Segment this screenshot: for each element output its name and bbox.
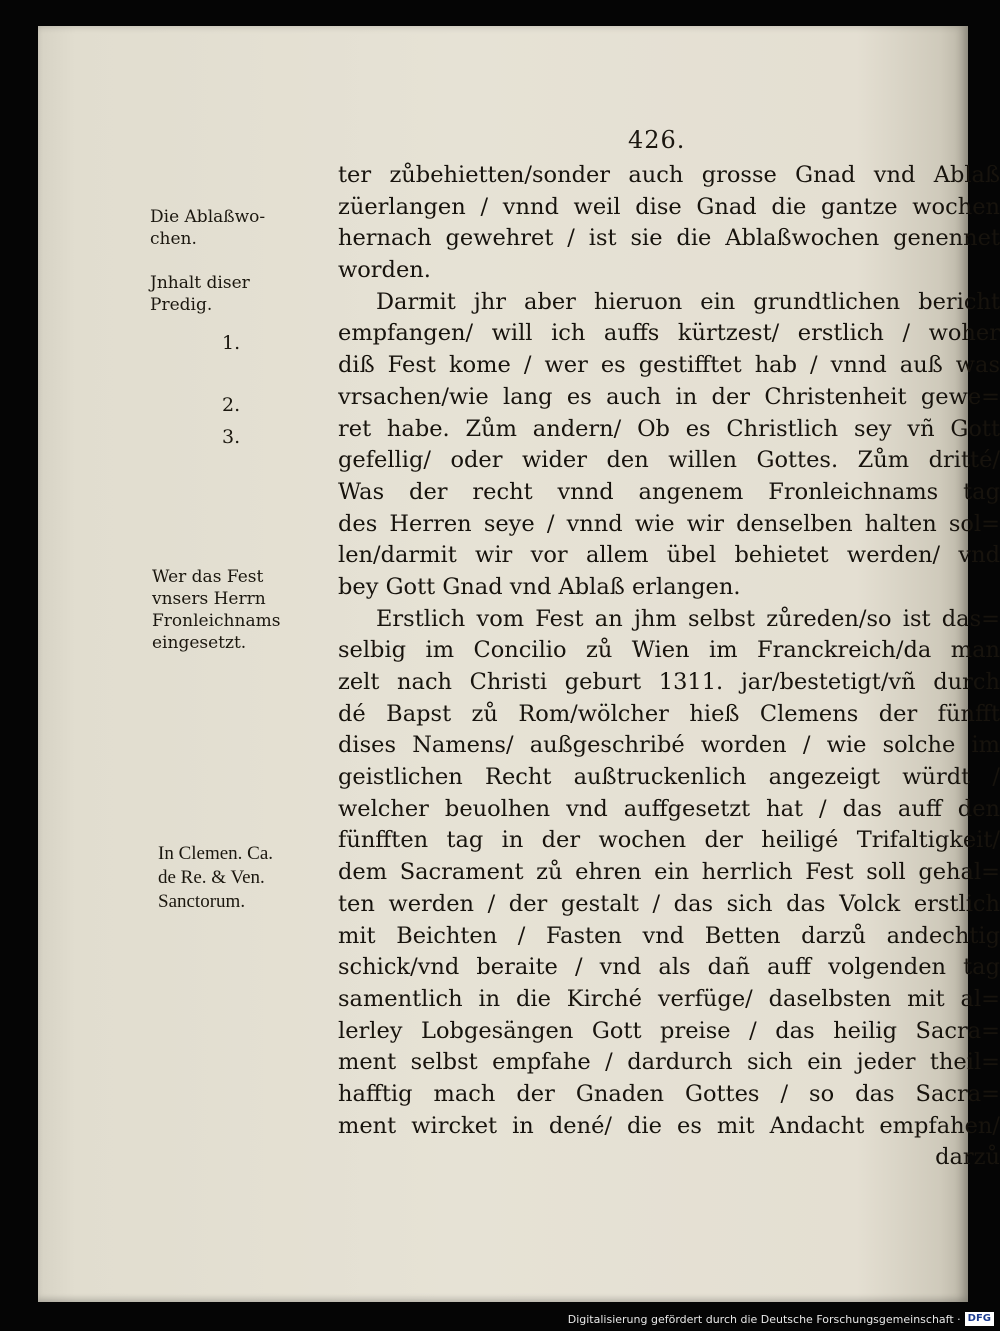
footer-text: Digitalisierung gefördert durch die Deutsche Forschungsgemeinschaft · [567, 1312, 961, 1326]
text-line: dises Namens/ außgeschribé worden / wie solche im [338, 732, 1000, 759]
margin-note-line: vnsers Herrn [152, 589, 266, 609]
book-page [38, 26, 1000, 1302]
text-line: dem Sacrament zů ehren ein herrlich Fest soll gehal= [338, 859, 1000, 886]
text-line: gefellig/ oder wider den willen Gottes. Zům dritté/ [338, 447, 1000, 474]
text-line: worden. [338, 257, 431, 284]
margin-note-line: Fronleichnams [152, 611, 281, 631]
footer-credit [567, 1310, 994, 1328]
text-line: zelt nach Christi geburt 1311. jar/bestetigt/vñ durch [338, 669, 1000, 695]
text-line: dé Bapst zů Rom/wölcher hieß Clemens der fünfft [338, 700, 1000, 727]
text-line: diß Fest kome / wer es gestifftet hab / vnnd auß was [338, 352, 1000, 379]
text-line: vrsachen/wie lang es auch in der Christenheit gewe= [338, 383, 1000, 410]
margin-note-citation [158, 842, 273, 914]
text-line: ret habe. Zům andern/ Ob es Christlich sey vñ Gott [338, 415, 1000, 442]
body-text [338, 160, 1000, 1174]
text-line: welcher beuolhen vnd auffgesetzt hat / das auff den [338, 795, 1000, 822]
text-line: Erstlich vom Fest an jhm selbst zůreden/so ist das= [376, 605, 1000, 632]
text-line: ment selbst empfahe / dardurch sich ein jeder theil= [338, 1049, 1000, 1076]
margin-note-numeral-1: 1. [222, 332, 241, 354]
text-line: ter zůbehietten/sonder auch grosse Gnad vnd Ablaß [338, 162, 1000, 188]
text-line: fünfften tag in der wochen der heiligé Trifaltigkeit/ [338, 827, 1000, 854]
text-line: empfangen/ will ich auffs kürtzest/ erstlich / woher [338, 320, 1000, 347]
text-line: selbig im Concilio zů Wien im Franckreich/da man [338, 637, 1000, 664]
text-line: darzů [935, 1144, 1000, 1171]
dfg-logo: DFG [965, 1312, 994, 1326]
text-line: ten werden / der gestalt / das sich das Volck erstlich [338, 890, 1000, 917]
margin-note-numeral-3: 3. [222, 426, 241, 448]
text-line: mit Beichten / Fasten vnd Betten darzů andechtig [338, 922, 1000, 949]
text-line: Was der recht vnnd angenem Fronleichnams tag [338, 478, 1000, 505]
margin-note-numeral-2: 2. [222, 394, 241, 416]
text-line: Darmit jhr aber hieruon ein grundtlichen bericht [376, 288, 1000, 315]
text-line: geistlichen Recht außtruckenlich angezeigt würdt / [338, 764, 1000, 791]
margin-note-ablasswochen [150, 206, 265, 250]
text-line: ment wircket in dené/ die es mit Andacht empfahen/ [338, 1112, 1000, 1139]
text-line: schick/vnd beraite / vnd als dañ auff volgenden tag [338, 954, 1000, 981]
text-line: züerlangen / vnnd weil dise Gnad die gantze wochen [338, 193, 1000, 220]
text-line: samentlich in die Kirché verfüge/ daselbsten mit al= [338, 985, 1000, 1012]
margin-note-line: In Clemen. Ca. [158, 843, 274, 864]
text-line: hernach gewehret / ist sie die Ablaßwochen genennet [338, 225, 1000, 252]
margin-note-inhalt [150, 272, 250, 316]
margin-note-line: Wer das Fest [152, 567, 264, 587]
margin-note-line: Predig. [150, 295, 213, 315]
margin-note-line: chen. [150, 229, 197, 249]
text-line: len/darmit wir vor allem übel behietet werden/ vnd [338, 542, 1000, 569]
text-line: des Herren seye / vnnd wie wir denselben halten sol= [338, 510, 1000, 537]
margin-note-line: eingesetzt. [152, 633, 247, 653]
text-line: hafftig mach der Gnaden Gottes / so das Sacra= [338, 1080, 1000, 1107]
text-line: lerley Lobgesängen Gott preise / das heilig Sacra= [338, 1017, 1000, 1044]
margin-note-line: de Re. & Ven. [158, 867, 265, 888]
margin-note-line: Die Ablaßwo- [150, 207, 266, 227]
margin-note-line: Jnhalt diser [150, 273, 250, 293]
text-line: bey Gott Gnad vnd Ablaß erlangen. [338, 573, 741, 600]
margin-note-line: Sanctorum. [158, 891, 246, 912]
page-number: 426. [628, 126, 686, 154]
margin-note-fest [152, 566, 280, 654]
